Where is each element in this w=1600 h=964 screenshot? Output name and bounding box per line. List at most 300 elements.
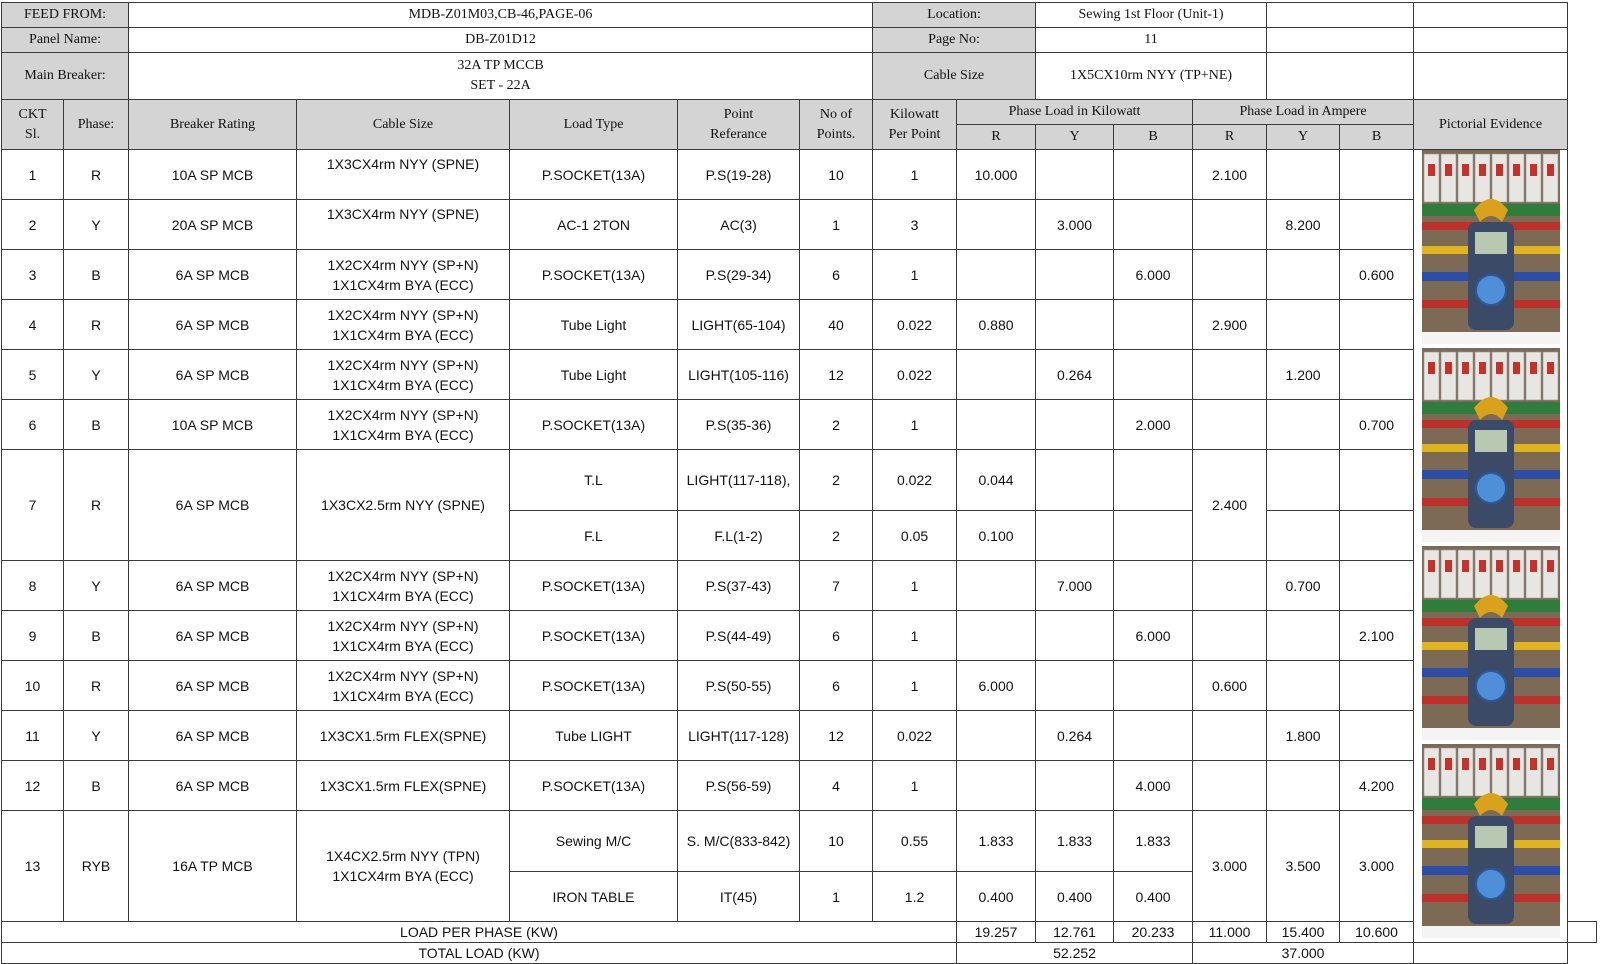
points-cell: 2 xyxy=(800,511,873,561)
col-phase: Phase: xyxy=(64,100,129,150)
kw-y-cell: 0.264 xyxy=(1036,711,1114,761)
pictorial-evidence-cell xyxy=(1414,150,1568,943)
kw-b-cell: 2.000 xyxy=(1114,400,1193,450)
kw-r-cell xyxy=(957,400,1036,450)
kw-y-cell xyxy=(1036,661,1114,711)
kw-per-point-cell: 0.05 xyxy=(873,511,957,561)
breaker-cell: 10A SP MCB xyxy=(129,150,297,200)
amp-b-cell: 4.200 xyxy=(1340,761,1414,811)
col-amp-b: B xyxy=(1340,125,1414,150)
clamp-meter-photo-4 xyxy=(1422,744,1560,938)
ckt-sl-cell: 13 xyxy=(2,811,64,922)
amp-r-cell xyxy=(1193,761,1267,811)
table-row xyxy=(2,811,1597,872)
amp-y-cell: 8.200 xyxy=(1267,200,1340,250)
kw-per-point-cell: 0.022 xyxy=(873,300,957,350)
amp-y-cell xyxy=(1267,150,1340,200)
col-ckt-sl-line-1: CKT xyxy=(18,106,47,122)
cable-line-1: 1X2CX4rm NYY (SP+N) xyxy=(327,256,479,273)
kw-b-cell xyxy=(1114,350,1193,400)
load-type-cell: P.SOCKET(13A) xyxy=(510,400,678,450)
points-cell: 6 xyxy=(800,661,873,711)
breaker-cell: 6A SP MCB xyxy=(129,611,297,661)
kw-y-cell xyxy=(1036,761,1114,811)
col-point-ref-line-1: Point xyxy=(723,106,754,122)
point-ref-cell: P.S(35-36) xyxy=(678,400,800,450)
feed-from-label: FEED FROM: xyxy=(2,3,129,28)
amp-r-cell: 2.400 xyxy=(1193,450,1267,561)
amp-b-cell xyxy=(1340,450,1414,511)
ckt-sl-cell: 5 xyxy=(2,350,64,400)
kw-per-point-cell: 1 xyxy=(873,150,957,200)
breaker-cell: 20A SP MCB xyxy=(129,200,297,250)
cable-cell xyxy=(297,300,510,350)
amp-b-cell: 0.700 xyxy=(1340,400,1414,450)
amp-y-cell xyxy=(1267,761,1340,811)
amp-y-cell xyxy=(1267,300,1340,350)
phase-cell: R xyxy=(64,450,129,561)
location-value: Sewing 1st Floor (Unit-1) xyxy=(1036,3,1267,28)
cable-cell xyxy=(297,811,510,922)
kw-per-point-cell: 0.55 xyxy=(873,811,957,872)
load-per-phase-label: LOAD PER PHASE (KW) xyxy=(2,922,957,943)
phase-cell: B xyxy=(64,250,129,300)
feed-from-value: MDB-Z01M03,CB-46,PAGE-06 xyxy=(129,3,873,28)
cable-line-1: 1X2CX4rm NYY (SP+N) xyxy=(327,356,479,373)
kw-y-cell xyxy=(1036,150,1114,200)
cable-line-1: 1X3CX1.5rm FLEX(SPNE) xyxy=(319,727,487,744)
col-point-reference xyxy=(678,100,800,150)
column-header-row-1 xyxy=(2,100,1597,125)
kw-per-point-cell: 1 xyxy=(873,250,957,300)
points-cell: 7 xyxy=(800,561,873,611)
blank-cell xyxy=(1267,3,1414,28)
load-type-cell: P.SOCKET(13A) xyxy=(510,250,678,300)
breaker-cell: 6A SP MCB xyxy=(129,561,297,611)
cable-cell xyxy=(297,250,510,300)
clamp-meter-photo-3 xyxy=(1422,546,1560,740)
table-row xyxy=(2,450,1597,511)
kw-y-cell xyxy=(1036,611,1114,661)
cable-cell xyxy=(297,611,510,661)
load-per-phase-row xyxy=(2,922,1597,943)
amp-r-cell xyxy=(1193,711,1267,761)
amp-r-cell xyxy=(1193,611,1267,661)
points-cell: 12 xyxy=(800,711,873,761)
breaker-cell: 6A SP MCB xyxy=(129,350,297,400)
table-row xyxy=(2,250,1597,300)
load-type-cell: AC-1 2TON xyxy=(510,200,678,250)
amp-y-cell xyxy=(1267,661,1340,711)
amp-r-cell xyxy=(1193,561,1267,611)
feed-row xyxy=(2,3,1597,28)
point-ref-cell: IT(45) xyxy=(678,872,800,922)
cable-line-2: 1X1CX4rm BYA (ECC) xyxy=(332,637,474,654)
point-ref-cell: P.S(56-59) xyxy=(678,761,800,811)
point-ref-cell: AC(3) xyxy=(678,200,800,250)
location-label: Location: xyxy=(873,3,1036,28)
cable-cell xyxy=(297,400,510,450)
ckt-sl-cell: 8 xyxy=(2,561,64,611)
kw-r-cell: 10.000 xyxy=(957,150,1036,200)
cable-line-2: 1X1CX4rm BYA (ECC) xyxy=(332,326,474,343)
load-type-cell: P.SOCKET(13A) xyxy=(510,761,678,811)
kw-b-cell: 6.000 xyxy=(1114,611,1193,661)
points-cell: 10 xyxy=(800,811,873,872)
ckt-sl-cell: 11 xyxy=(2,711,64,761)
phase-cell: R xyxy=(64,150,129,200)
cable-cell xyxy=(297,150,510,200)
points-cell: 2 xyxy=(800,400,873,450)
amp-r-cell: 2.900 xyxy=(1193,300,1267,350)
ckt-sl-cell: 3 xyxy=(2,250,64,300)
kw-per-point-cell: 1 xyxy=(873,561,957,611)
col-amp-y: Y xyxy=(1267,125,1340,150)
blank-cell xyxy=(1414,943,1568,964)
table-row xyxy=(2,350,1597,400)
ckt-sl-cell: 9 xyxy=(2,611,64,661)
col-no-points-line-2: Points. xyxy=(816,126,856,142)
load-type-cell: T.L xyxy=(510,450,678,511)
phase-cell: B xyxy=(64,761,129,811)
kw-b-cell xyxy=(1114,561,1193,611)
phase-cell: Y xyxy=(64,200,129,250)
point-ref-cell: P.S(50-55) xyxy=(678,661,800,711)
amp-r-cell xyxy=(1193,200,1267,250)
cable-cell xyxy=(297,200,510,250)
amp-b-cell: 2.100 xyxy=(1340,611,1414,661)
col-ckt-sl-line-2: Sl. xyxy=(24,126,41,142)
kw-per-point-cell: 1 xyxy=(873,661,957,711)
breaker-cell: 6A SP MCB xyxy=(129,250,297,300)
breaker-cell: 6A SP MCB xyxy=(129,450,297,561)
amp-r-cell: 2.100 xyxy=(1193,150,1267,200)
ckt-sl-cell: 10 xyxy=(2,661,64,711)
breaker-cell: 10A SP MCB xyxy=(129,400,297,450)
amp-y-cell: 1.800 xyxy=(1267,711,1340,761)
kw-r-cell xyxy=(957,561,1036,611)
table-row xyxy=(2,561,1597,611)
cable-line-2: 1X1CX4rm BYA (ECC) xyxy=(332,276,474,293)
kw-per-point-cell: 1 xyxy=(873,400,957,450)
amp-y-cell xyxy=(1267,611,1340,661)
kw-r-cell: 0.044 xyxy=(957,450,1036,511)
clamp-meter-photo-1 xyxy=(1422,150,1560,344)
col-phase-load-kw: Phase Load in Kilowatt xyxy=(957,100,1193,125)
kw-y-cell: 0.400 xyxy=(1036,872,1114,922)
points-cell: 12 xyxy=(800,350,873,400)
amp-b-cell xyxy=(1340,511,1414,561)
blank-cell xyxy=(1414,3,1568,28)
amp-y-cell: 0.700 xyxy=(1267,561,1340,611)
points-cell: 1 xyxy=(800,200,873,250)
points-cell: 40 xyxy=(800,300,873,350)
amp-b-cell: 0.600 xyxy=(1340,250,1414,300)
phase-cell: Y xyxy=(64,711,129,761)
load-type-cell: IRON TABLE xyxy=(510,872,678,922)
kw-r-cell xyxy=(957,200,1036,250)
kw-y-cell xyxy=(1036,250,1114,300)
amp-y-cell xyxy=(1267,450,1340,511)
total-amp-y: 15.400 xyxy=(1267,922,1340,943)
kw-b-cell xyxy=(1114,150,1193,200)
kw-y-cell xyxy=(1036,300,1114,350)
kw-per-point-cell: 0.022 xyxy=(873,450,957,511)
load-type-cell: P.SOCKET(13A) xyxy=(510,611,678,661)
kw-y-cell: 3.000 xyxy=(1036,200,1114,250)
cable-line-1: 1X2CX4rm NYY (SP+N) xyxy=(327,667,479,684)
col-no-of-points xyxy=(800,100,873,150)
phase-cell: Y xyxy=(64,350,129,400)
load-type-cell: Sewing M/C xyxy=(510,811,678,872)
ckt-sl-cell: 7 xyxy=(2,450,64,561)
point-ref-cell: P.S(37-43) xyxy=(678,561,800,611)
blank-cell xyxy=(1267,53,1414,100)
photo-stack xyxy=(1414,150,1564,942)
col-load-type: Load Type xyxy=(510,100,678,150)
amp-b-cell xyxy=(1340,350,1414,400)
kw-per-point-cell: 1.2 xyxy=(873,872,957,922)
kw-r-cell xyxy=(957,611,1036,661)
load-type-cell: P.SOCKET(13A) xyxy=(510,561,678,611)
phase-cell: R xyxy=(64,661,129,711)
ckt-sl-cell: 6 xyxy=(2,400,64,450)
kw-b-cell: 0.400 xyxy=(1114,872,1193,922)
amp-y-cell xyxy=(1267,250,1340,300)
total-amp-r: 11.000 xyxy=(1193,922,1267,943)
cable-cell xyxy=(297,711,510,761)
kw-y-cell xyxy=(1036,511,1114,561)
panel-name-label: Panel Name: xyxy=(2,28,129,53)
point-ref-cell: LIGHT(105-116) xyxy=(678,350,800,400)
amp-b-cell xyxy=(1340,711,1414,761)
kw-r-cell xyxy=(957,761,1036,811)
cable-cell xyxy=(297,561,510,611)
blank-cell xyxy=(1414,28,1568,53)
amp-r-cell xyxy=(1193,250,1267,300)
col-point-ref-line-2: Referance xyxy=(710,126,767,142)
kw-b-cell: 4.000 xyxy=(1114,761,1193,811)
cable-cell xyxy=(297,661,510,711)
ckt-sl-cell: 1 xyxy=(2,150,64,200)
load-type-cell: Tube Light xyxy=(510,300,678,350)
load-type-cell: Tube LIGHT xyxy=(510,711,678,761)
total-load-row xyxy=(2,943,1597,964)
phase-cell: Y xyxy=(64,561,129,611)
col-kw-line-2: Per Point xyxy=(888,126,941,142)
col-no-points-line-1: No of xyxy=(819,106,853,122)
table-row xyxy=(2,711,1597,761)
kw-r-cell: 1.833 xyxy=(957,811,1036,872)
main-breaker-line-2: SET - 22A xyxy=(470,78,531,93)
points-cell: 2 xyxy=(800,450,873,511)
cable-line-1: 1X4CX2.5rm NYY (TPN) xyxy=(326,848,480,864)
page-no-value: 11 xyxy=(1036,28,1267,53)
col-kw-line-1: Kilowatt xyxy=(890,106,940,122)
breaker-cell: 6A SP MCB xyxy=(129,761,297,811)
col-kw-r: R xyxy=(957,125,1036,150)
kw-per-point-cell: 0.022 xyxy=(873,350,957,400)
point-ref-cell: P.S(44-49) xyxy=(678,611,800,661)
kw-r-cell: 0.880 xyxy=(957,300,1036,350)
cable-line-1: 1X2CX4rm NYY (SP+N) xyxy=(327,406,479,423)
kw-b-cell: 1.833 xyxy=(1114,811,1193,872)
point-ref-cell: LIGHT(117-118), xyxy=(678,450,800,511)
cable-cell: 1X3CX2.5rm NYY (SPNE) xyxy=(297,450,510,561)
col-ckt-sl xyxy=(2,100,64,150)
phase-cell: RYB xyxy=(64,811,129,922)
kw-per-point-cell: 0.022 xyxy=(873,711,957,761)
amp-y-cell: 1.200 xyxy=(1267,350,1340,400)
load-type-cell: F.L xyxy=(510,511,678,561)
cable-line-1: 1X2CX4rm NYY (SP+N) xyxy=(327,567,479,584)
total-kw-b: 20.233 xyxy=(1114,922,1193,943)
table-row xyxy=(2,661,1597,711)
total-kw-y: 12.761 xyxy=(1036,922,1114,943)
kw-r-cell xyxy=(957,250,1036,300)
kw-b-cell xyxy=(1114,450,1193,511)
points-cell: 4 xyxy=(800,761,873,811)
cable-line-2: 1X1CX4rm BYA (ECC) xyxy=(332,868,474,884)
breaker-cell: 6A SP MCB xyxy=(129,300,297,350)
blank-cell xyxy=(1414,53,1568,100)
kw-per-point-cell: 3 xyxy=(873,200,957,250)
kw-y-cell xyxy=(1036,400,1114,450)
kw-r-cell: 0.400 xyxy=(957,872,1036,922)
cable-line-2: 1X1CX4rm BYA (ECC) xyxy=(332,426,474,443)
table-row xyxy=(2,400,1597,450)
kw-r-cell xyxy=(957,350,1036,400)
main-breaker-line-1: 32A TP MCCB xyxy=(457,58,544,73)
kw-b-cell xyxy=(1114,711,1193,761)
cable-line-2: 1X1CX4rm BYA (ECC) xyxy=(332,687,474,704)
total-load-kw: 52.252 xyxy=(957,943,1193,964)
kw-b-cell xyxy=(1114,200,1193,250)
point-ref-cell: LIGHT(65-104) xyxy=(678,300,800,350)
kw-b-cell: 6.000 xyxy=(1114,250,1193,300)
load-type-cell: Tube Light xyxy=(510,350,678,400)
kw-per-point-cell: 1 xyxy=(873,611,957,661)
points-cell: 6 xyxy=(800,250,873,300)
cable-size-value: 1X5CX10rm NYY (TP+NE) xyxy=(1036,53,1267,100)
kw-y-cell xyxy=(1036,450,1114,511)
amp-r-cell xyxy=(1193,350,1267,400)
cable-cell xyxy=(297,761,510,811)
main-breaker-label: Main Breaker: xyxy=(2,53,129,100)
load-type-cell: P.SOCKET(13A) xyxy=(510,661,678,711)
ckt-sl-cell: 12 xyxy=(2,761,64,811)
amp-y-cell: 3.500 xyxy=(1267,811,1340,922)
point-ref-cell: P.S(19-28) xyxy=(678,150,800,200)
blank-cell xyxy=(1267,28,1414,53)
kw-r-cell: 6.000 xyxy=(957,661,1036,711)
page-no-label: Page No: xyxy=(873,28,1036,53)
panel-name-value: DB-Z01D12 xyxy=(129,28,873,53)
kw-y-cell: 0.264 xyxy=(1036,350,1114,400)
breaker-cell: 6A SP MCB xyxy=(129,711,297,761)
point-ref-cell: F.L(1-2) xyxy=(678,511,800,561)
phase-cell: B xyxy=(64,611,129,661)
phase-cell: B xyxy=(64,400,129,450)
kw-r-cell: 0.100 xyxy=(957,511,1036,561)
phase-cell: R xyxy=(64,300,129,350)
amp-r-cell: 0.600 xyxy=(1193,661,1267,711)
point-ref-cell: S. M/C(833-842) xyxy=(678,811,800,872)
ckt-sl-cell: 2 xyxy=(2,200,64,250)
amp-y-cell xyxy=(1267,400,1340,450)
amp-b-cell xyxy=(1340,150,1414,200)
kw-b-cell xyxy=(1114,511,1193,561)
point-ref-cell: LIGHT(117-128) xyxy=(678,711,800,761)
points-cell: 6 xyxy=(800,611,873,661)
cable-line-1: 1X3CX1.5rm FLEX(SPNE) xyxy=(319,777,487,794)
table-row xyxy=(2,150,1597,200)
amp-r-cell xyxy=(1193,400,1267,450)
col-breaker-rating: Breaker Rating xyxy=(129,100,297,150)
amp-b-cell xyxy=(1340,661,1414,711)
kw-b-cell xyxy=(1114,300,1193,350)
main-breaker-value xyxy=(129,53,873,100)
col-pictorial-evidence: Pictorial Evidence xyxy=(1414,100,1568,150)
points-cell: 10 xyxy=(800,150,873,200)
points-cell: 1 xyxy=(800,872,873,922)
amp-b-cell xyxy=(1340,200,1414,250)
table-row xyxy=(2,200,1597,250)
amp-b-cell xyxy=(1340,561,1414,611)
cable-line-2: 1X1CX4rm BYA (ECC) xyxy=(332,587,474,604)
cable-line-1: 1X3CX4rm NYY (SPNE) xyxy=(326,206,480,222)
col-amp-r: R xyxy=(1193,125,1267,150)
amp-b-cell xyxy=(1340,300,1414,350)
cable-line-1: 1X2CX4rm NYY (SP+N) xyxy=(327,617,479,634)
kw-y-cell: 1.833 xyxy=(1036,811,1114,872)
kw-y-cell: 7.000 xyxy=(1036,561,1114,611)
load-type-cell: P.SOCKET(13A) xyxy=(510,150,678,200)
kw-b-cell xyxy=(1114,661,1193,711)
amp-b-cell: 3.000 xyxy=(1340,811,1414,922)
col-kw-per-point xyxy=(873,100,957,150)
panel-row xyxy=(2,28,1597,53)
total-load-amp: 37.000 xyxy=(1193,943,1414,964)
ckt-sl-cell: 4 xyxy=(2,300,64,350)
load-schedule-table xyxy=(1,2,1597,964)
col-cable-size: Cable Size xyxy=(297,100,510,150)
amp-y-cell xyxy=(1267,511,1340,561)
total-kw-r: 19.257 xyxy=(957,922,1036,943)
table-row xyxy=(2,761,1597,811)
col-phase-load-amp: Phase Load in Ampere xyxy=(1193,100,1414,125)
kw-per-point-cell: 1 xyxy=(873,761,957,811)
col-kw-y: Y xyxy=(1036,125,1114,150)
blank-cell xyxy=(1568,922,1597,943)
breaker-cell: 6A SP MCB xyxy=(129,661,297,711)
breaker-cell: 16A TP MCB xyxy=(129,811,297,922)
table-row xyxy=(2,300,1597,350)
cable-line-1: 1X2CX4rm NYY (SP+N) xyxy=(327,306,479,323)
cable-line-1: 1X3CX4rm NYY (SPNE) xyxy=(326,156,480,172)
table-row xyxy=(2,611,1597,661)
col-kw-b: B xyxy=(1114,125,1193,150)
breaker-row xyxy=(2,53,1597,100)
total-amp-b: 10.600 xyxy=(1340,922,1414,943)
kw-r-cell xyxy=(957,711,1036,761)
total-load-label: TOTAL LOAD (KW) xyxy=(2,943,957,964)
amp-r-cell: 3.000 xyxy=(1193,811,1267,922)
point-ref-cell: P.S(29-34) xyxy=(678,250,800,300)
cable-cell xyxy=(297,350,510,400)
cable-size-label: Cable Size xyxy=(873,53,1036,100)
clamp-meter-photo-2 xyxy=(1422,348,1560,542)
